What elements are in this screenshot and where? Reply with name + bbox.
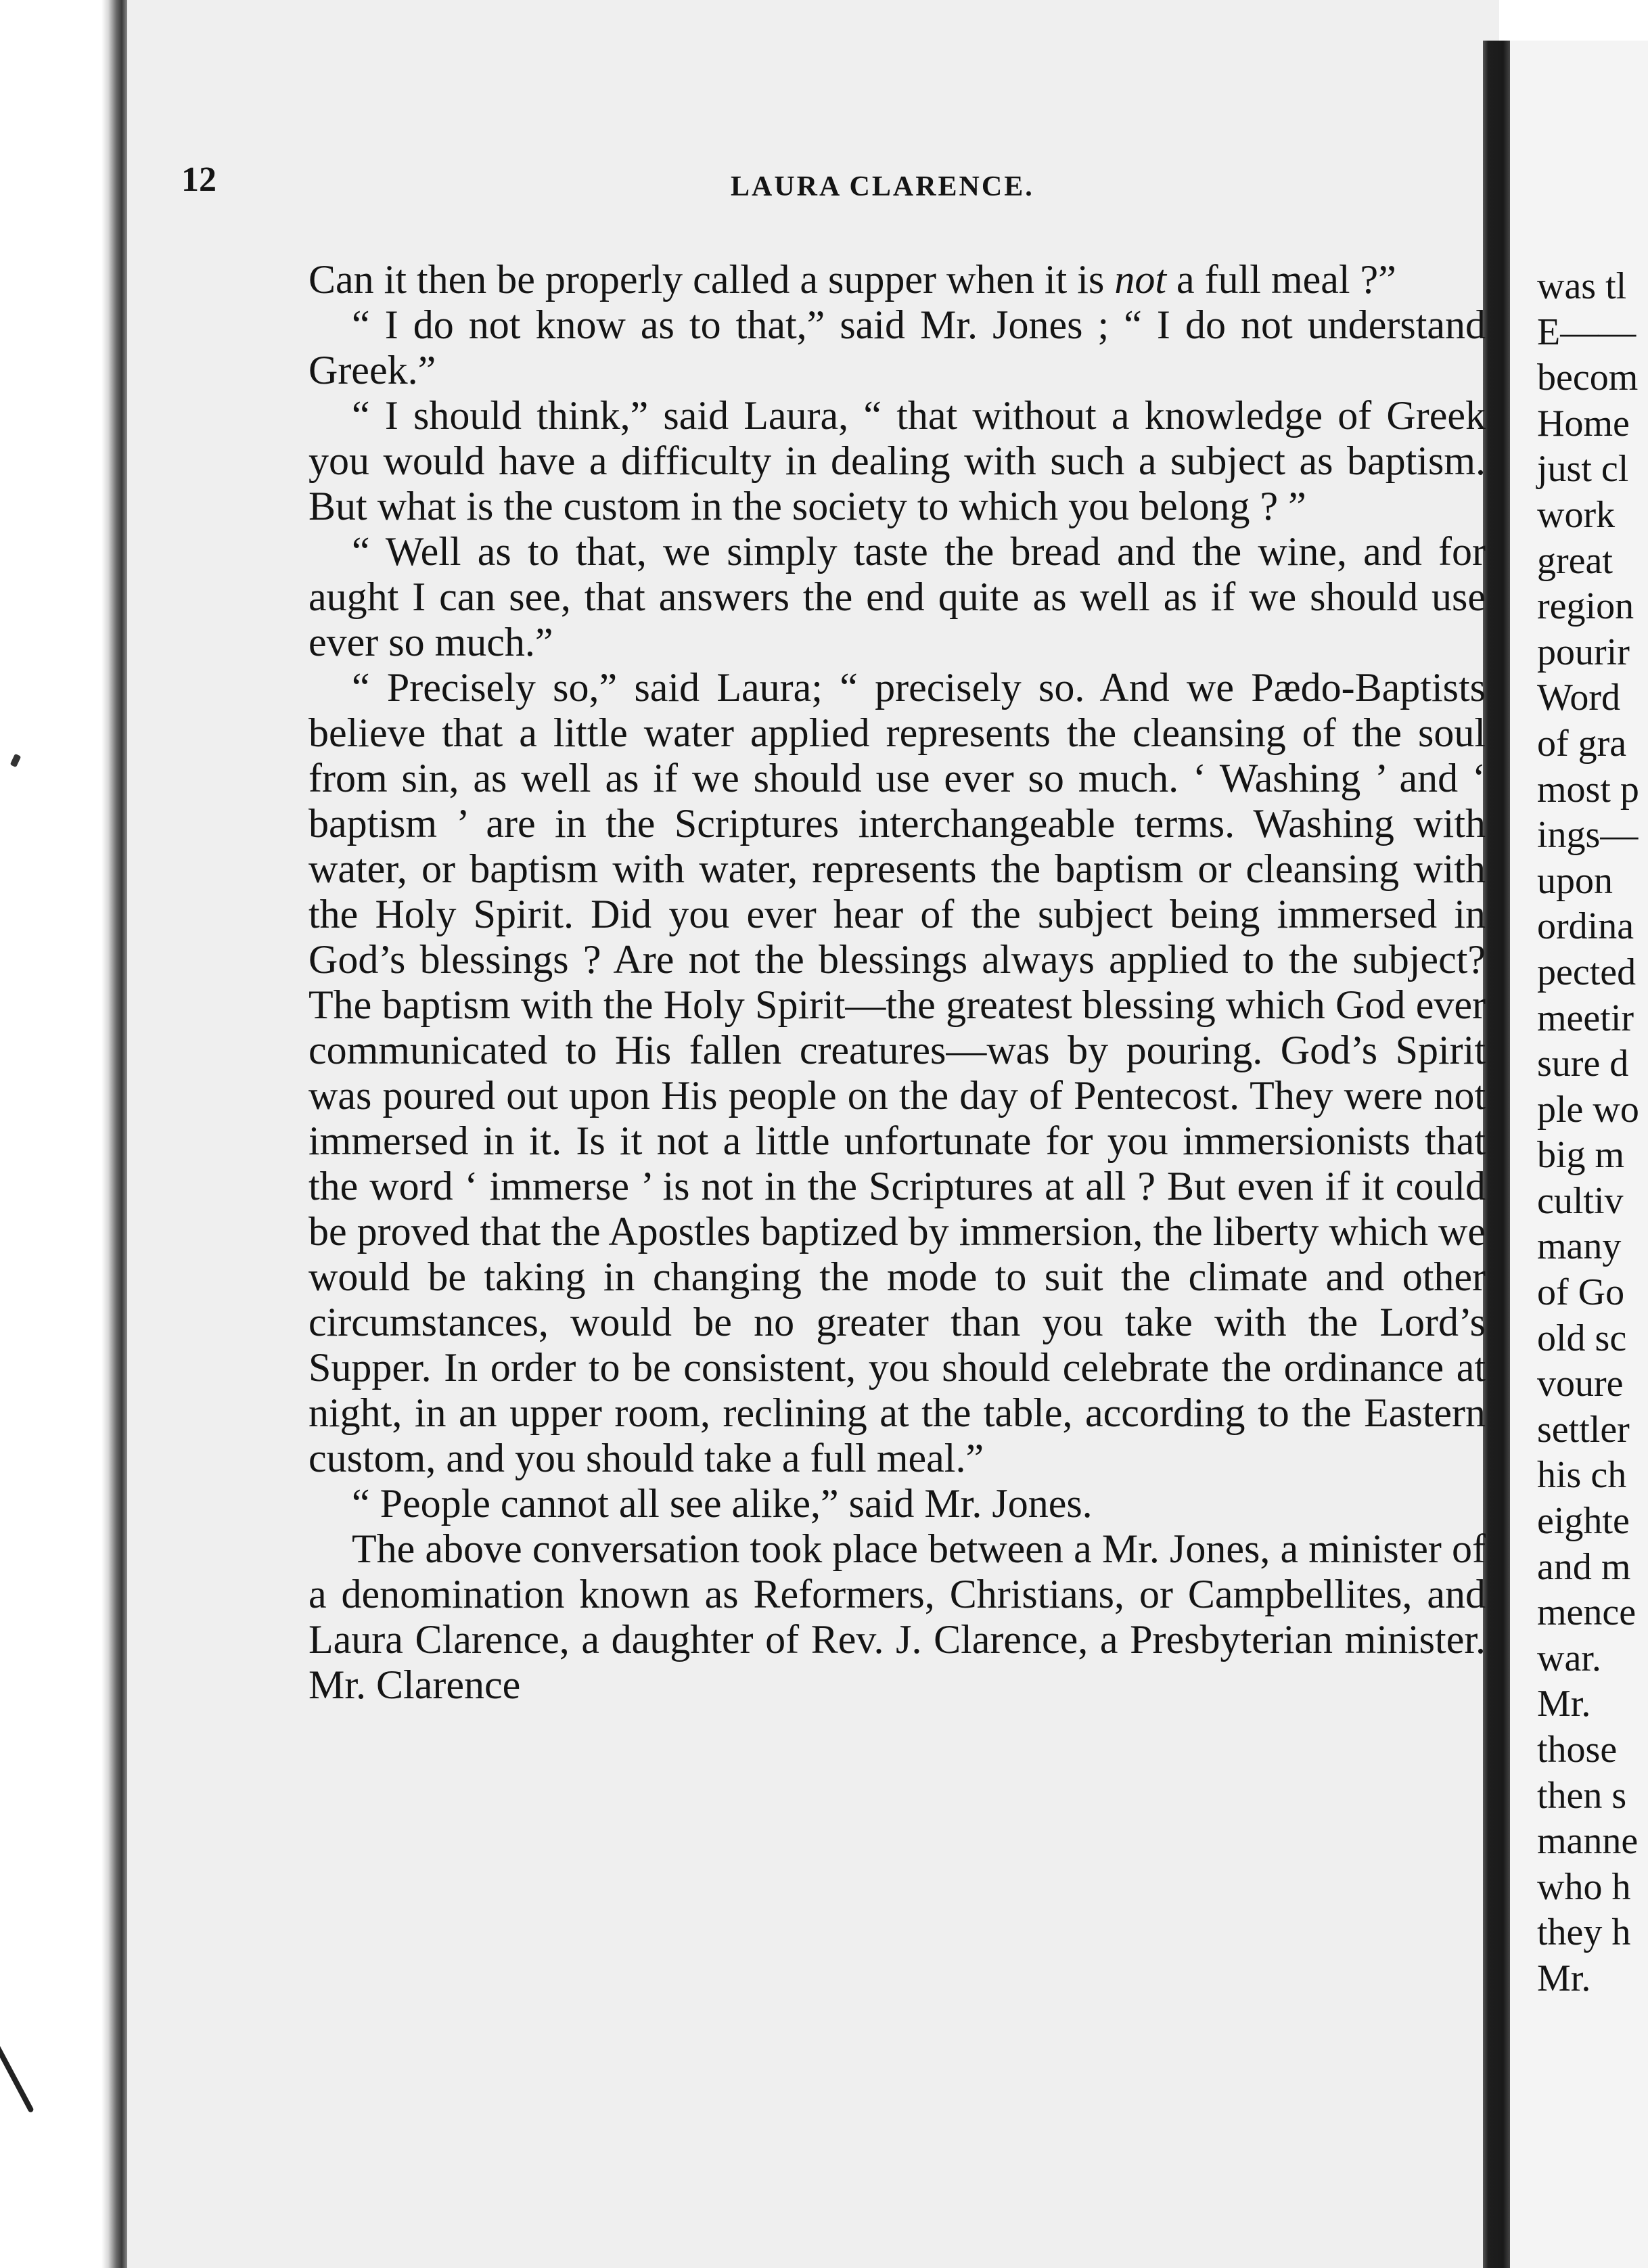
body-text [308, 257, 1486, 1708]
running-head: LAURA CLARENCE. [731, 171, 1034, 202]
facing-page-line: his ch [1537, 1454, 1627, 1497]
facing-page-line: settler [1537, 1408, 1630, 1451]
paragraph: “ I do not know as to that,” said Mr. Jones ; “ I do not understand Greek.” [308, 302, 1486, 392]
facing-page-line: then s [1537, 1774, 1627, 1817]
facing-page-line: and m [1537, 1545, 1631, 1588]
facing-page-line: eighte [1537, 1500, 1630, 1543]
emphasis: not [1114, 257, 1166, 302]
paragraph: Can it then be properly called a supper when it is not a full meal ?” [308, 257, 1396, 302]
facing-page-line: they h [1537, 1911, 1631, 1954]
facing-page-line: was tl [1537, 265, 1627, 307]
facing-page-line: meetir [1537, 997, 1634, 1039]
facing-page-line: Mr. [1537, 1683, 1591, 1725]
paragraph: “ I should think,” said Laura, “ that without a knowledge of Greek you would have a difficulty in dealing with such a subject as baptism. But what is the custom in the society to which you belong ? ” [308, 393, 1486, 528]
paragraph: “ Well as to that, we simply taste the bread and the wine, and for aught I can see, that answers the end quite as well as if we should use ever so much.” [308, 529, 1486, 664]
facing-page-line: E—— [1537, 311, 1636, 353]
facing-page-line: ings— [1537, 814, 1639, 857]
paragraph: The above conversation took place between a Mr. Jones, a minister of a denomination known as Reformers, Christians, or Campbellites, and Laura Clarence, a daughter of Rev. J. Clarence, a Presbyterian minister. Mr. Clarence [308, 1526, 1486, 1707]
facing-page-line: pected [1537, 951, 1636, 993]
facing-page-line: manne [1537, 1820, 1639, 1863]
paragraph: “ People cannot all see alike,” said Mr. Jones. [352, 1481, 1093, 1526]
left-page-shadow [0, 0, 127, 2268]
facing-page-line: war. [1537, 1637, 1601, 1679]
facing-page-line: Mr. [1537, 1957, 1591, 1999]
facing-page-line: old sc [1537, 1317, 1627, 1359]
facing-page-text [1537, 264, 1648, 2002]
facing-page-line: ordina [1537, 905, 1634, 948]
facing-page-line: region [1537, 585, 1634, 628]
facing-page-line: ple wo [1537, 1088, 1639, 1131]
facing-page-line: cultiv [1537, 1179, 1624, 1222]
facing-page-line: of Go [1537, 1271, 1625, 1314]
facing-page-line: Word [1537, 677, 1621, 719]
facing-page-line: who h [1537, 1865, 1631, 1908]
facing-page-line: voure [1537, 1363, 1624, 1405]
facing-page-line: most p [1537, 768, 1639, 811]
facing-page-line: becom [1537, 357, 1639, 399]
facing-page-line: work [1537, 493, 1616, 536]
facing-page-line: many [1537, 1225, 1622, 1268]
facing-page-line: pourir [1537, 631, 1630, 673]
facing-page [1510, 41, 1648, 2268]
page-number: 12 [181, 160, 216, 199]
facing-page-line: those [1537, 1729, 1618, 1771]
facing-page-line: great [1537, 539, 1613, 582]
paragraph: “ Precisely so,” said Laura; “ precisely so. And we Pædo-Baptists believe that a little water applied represents the cleansing of the soul from sin, as well as if we should use ever so much. ‘ Washing ’ and ‘ baptism ’ are in the Scriptures interchangeable terms. Washing with water, or baptism with water, represents the baptism or cleansing with the Holy Spirit. Did you ever hear of the subject being immersed in God’s blessings ? Are not the blessings always applied to the subject? The baptism with the Holy Spirit—the greatest blessing which God ever communicated to His fallen creatures—was by pouring. God’s Spirit was poured out upon His people on the day of Pentecost. They were not immersed in it. Is it not a little unfortunate for you immersionists that the word ‘ immerse ’ is not in the Scriptures at all ? But even if it could be proved that the Apostles baptized by immersion, the liberty which we would be taking in changing the mode to suit the climate and other circumstances, would be no greater than you take with the Lord’s Supper. In order to be consistent, you should celebrate the ordinance at night, in an upper room, reclining at the table, according to the Eastern custom, and you should take a full meal.” [308, 665, 1486, 1480]
facing-page-line: just cl [1537, 448, 1629, 491]
facing-page-line: mence [1537, 1591, 1636, 1634]
facing-page-line: of gra [1537, 722, 1627, 765]
book-gutter [1483, 41, 1510, 2268]
facing-page-line: sure d [1537, 1043, 1629, 1085]
facing-page-line: upon [1537, 859, 1613, 902]
facing-page-line: big m [1537, 1134, 1625, 1177]
facing-page-line: Home [1537, 402, 1630, 445]
